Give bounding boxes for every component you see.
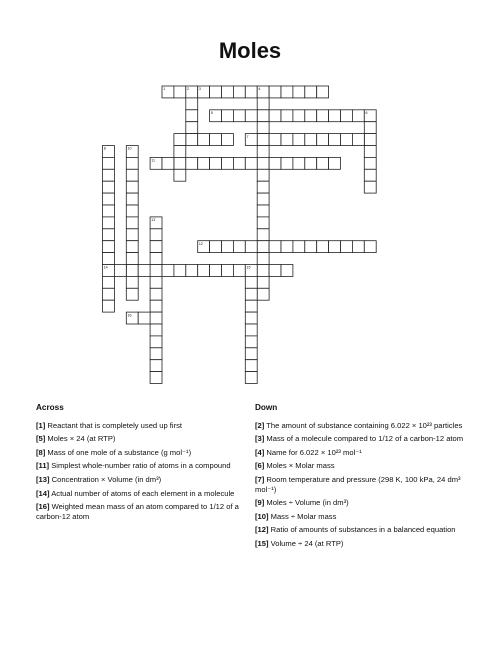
grid-cell[interactable] (210, 86, 222, 98)
grid-cell[interactable] (186, 265, 198, 277)
grid-cell[interactable] (162, 265, 174, 277)
grid-clue-number: 5 (210, 111, 213, 115)
clue-text: Weighted mean mass of an atom compared to 1/12 of a carbon-12 atom (36, 502, 239, 521)
grid-cell[interactable] (103, 193, 115, 205)
grid-cell[interactable] (198, 265, 210, 277)
down-clue (255, 448, 475, 458)
grid-cell[interactable] (174, 157, 186, 169)
grid-cell[interactable] (186, 110, 198, 122)
grid-cell[interactable] (174, 265, 186, 277)
grid-cell[interactable] (329, 157, 341, 169)
grid-cell[interactable] (186, 134, 198, 146)
grid-cell[interactable] (281, 110, 293, 122)
grid-cell[interactable] (269, 265, 281, 277)
grid-clue-number: 10 (127, 146, 132, 151)
grid-cell[interactable] (317, 86, 329, 98)
grid-cell[interactable] (126, 205, 138, 217)
across-clue (36, 434, 256, 444)
down-clue (255, 525, 475, 535)
clue-text: Mass ÷ Molar mass (268, 511, 337, 521)
clue-text: Moles ÷ Volume (in dm³) (264, 498, 349, 508)
grid-clue-number: 16 (127, 313, 132, 318)
grid-cell[interactable] (364, 146, 376, 158)
clue-number: [13] (36, 474, 50, 484)
grid-cell[interactable] (305, 241, 317, 253)
grid-cell[interactable] (126, 241, 138, 253)
grid-cell[interactable] (305, 157, 317, 169)
grid-cell[interactable] (257, 229, 269, 241)
grid-cell[interactable] (198, 157, 210, 169)
grid-clue-number: 14 (103, 265, 108, 270)
grid-cell[interactable] (364, 122, 376, 134)
down-clue (255, 539, 475, 549)
grid-cell[interactable] (126, 169, 138, 181)
grid-cell[interactable] (174, 86, 186, 98)
grid-cell[interactable] (257, 98, 269, 110)
grid-cell[interactable] (293, 157, 305, 169)
clue-number: [3] (255, 434, 265, 444)
grid-cell[interactable] (364, 134, 376, 146)
grid-cell[interactable] (233, 86, 245, 98)
grid-cell[interactable] (162, 157, 174, 169)
grid-cell[interactable] (103, 229, 115, 241)
clue-number: [10] (255, 511, 269, 521)
grid-cell[interactable] (245, 110, 257, 122)
clue-number: [4] (255, 447, 265, 457)
clue-number: [11] (36, 461, 50, 471)
grid-cell[interactable] (198, 134, 210, 146)
grid-cell[interactable] (269, 134, 281, 146)
grid-cell[interactable] (281, 241, 293, 253)
grid-cell[interactable] (150, 336, 162, 348)
grid-cell[interactable] (103, 169, 115, 181)
grid-cell[interactable] (352, 241, 364, 253)
grid-clue-number: 4 (258, 87, 261, 92)
grid-cell[interactable] (126, 253, 138, 265)
grid-cell[interactable] (150, 348, 162, 360)
grid-clue-number: 12 (198, 241, 203, 246)
grid-cell[interactable] (281, 157, 293, 169)
grid-cell[interactable] (138, 265, 150, 277)
grid-cell[interactable] (210, 265, 222, 277)
grid-cell[interactable] (281, 265, 293, 277)
grid-cell[interactable] (233, 241, 245, 253)
grid-cell[interactable] (317, 110, 329, 122)
grid-clue-number: 8 (103, 146, 106, 151)
grid-cell[interactable] (257, 110, 269, 122)
grid-cell[interactable] (150, 372, 162, 384)
grid-cell[interactable] (245, 312, 257, 324)
grid-cell[interactable] (293, 110, 305, 122)
grid-cell[interactable] (305, 86, 317, 98)
grid-cell[interactable] (245, 276, 257, 288)
grid-cell[interactable] (305, 110, 317, 122)
clue-number: [6] (255, 461, 265, 471)
across-clue (36, 461, 256, 471)
across-clue-list (36, 421, 256, 522)
grid-cell[interactable] (150, 265, 162, 277)
grid-cell[interactable] (257, 288, 269, 300)
grid-cell[interactable] (293, 241, 305, 253)
grid-cell[interactable] (210, 134, 222, 146)
grid-cell[interactable] (257, 253, 269, 265)
grid-cell[interactable] (174, 146, 186, 158)
grid-cell[interactable] (103, 276, 115, 288)
grid-cell[interactable] (245, 336, 257, 348)
grid-cell[interactable] (245, 86, 257, 98)
grid-cell[interactable] (352, 134, 364, 146)
down-clue (255, 461, 475, 471)
grid-cell[interactable] (114, 265, 126, 277)
clue-text: Reactant that is completely used up first (45, 420, 183, 430)
grid-clue-number: 1 (163, 87, 166, 92)
grid-cell[interactable] (245, 241, 257, 253)
grid-cell[interactable] (341, 110, 353, 122)
grid-cell[interactable] (257, 146, 269, 158)
across-clue (36, 475, 256, 485)
grid-cell[interactable] (174, 134, 186, 146)
grid-cell[interactable] (126, 157, 138, 169)
grid-cell[interactable] (222, 110, 234, 122)
grid-cell[interactable] (150, 229, 162, 241)
across-clues (36, 403, 256, 525)
grid-cell[interactable] (245, 157, 257, 169)
clue-number: [9] (255, 498, 265, 508)
grid-cell[interactable] (126, 193, 138, 205)
grid-cell[interactable] (257, 122, 269, 134)
grid-cell[interactable] (257, 181, 269, 193)
grid-cell[interactable] (233, 110, 245, 122)
clue-text: Moles × 24 (at RTP) (45, 434, 116, 444)
grid-cell[interactable] (103, 205, 115, 217)
grid-cell[interactable] (281, 86, 293, 98)
grid-cell[interactable] (126, 288, 138, 300)
down-clues (255, 403, 475, 553)
clue-text: Concentration × Volume (in dm³) (49, 474, 162, 484)
grid-cell[interactable] (269, 157, 281, 169)
down-clue (255, 421, 475, 431)
grid-cell[interactable] (352, 110, 364, 122)
grid-cell[interactable] (103, 253, 115, 265)
grid-cell[interactable] (257, 265, 269, 277)
grid-cell[interactable] (138, 312, 150, 324)
grid-cell[interactable] (126, 265, 138, 277)
grid-clue-number: 6 (365, 111, 368, 115)
grid-cell[interactable] (317, 157, 329, 169)
grid-cell[interactable] (103, 241, 115, 253)
grid-cell[interactable] (186, 98, 198, 110)
grid-cell[interactable] (222, 86, 234, 98)
grid-cell[interactable] (257, 276, 269, 288)
clue-number: [14] (36, 488, 50, 498)
grid-cell[interactable] (364, 157, 376, 169)
clue-text: Mass of a molecule compared to 1/12 of a carbon-12 atom (264, 434, 464, 444)
grid-clue-number: 13 (151, 218, 156, 223)
down-clue (255, 498, 475, 508)
grid-cell[interactable] (186, 122, 198, 134)
across-clue (36, 448, 256, 458)
grid-cell[interactable] (245, 288, 257, 300)
grid-clue-number: 15 (246, 265, 251, 270)
grid-cell[interactable] (317, 134, 329, 146)
grid-cell[interactable] (364, 169, 376, 181)
grid-cell[interactable] (257, 241, 269, 253)
grid-cell[interactable] (364, 241, 376, 253)
grid-cell[interactable] (103, 181, 115, 193)
clue-number: [5] (36, 434, 46, 444)
grid-cell[interactable] (364, 181, 376, 193)
puzzle-title: Moles (218, 38, 282, 63)
grid-cell[interactable] (222, 265, 234, 277)
grid-cell[interactable] (329, 134, 341, 146)
grid-cell[interactable] (222, 134, 234, 146)
grid-cell[interactable] (186, 157, 198, 169)
clue-number: [15] (255, 538, 269, 548)
across-clue (36, 489, 256, 499)
grid-cell[interactable] (257, 169, 269, 181)
grid-cell[interactable] (317, 241, 329, 253)
down-clue (255, 434, 475, 444)
grid-cell[interactable] (329, 110, 341, 122)
down-heading: Down (255, 403, 278, 412)
across-clue (36, 421, 256, 431)
clue-text: Room temperature and pressure (298 K, 100 kPa, 24 dm³ mol⁻¹) (255, 474, 461, 494)
grid-cell[interactable] (222, 241, 234, 253)
grid-cell[interactable] (150, 360, 162, 372)
clue-number: [16] (36, 502, 50, 512)
grid-cell[interactable] (245, 372, 257, 384)
grid-cell[interactable] (293, 86, 305, 98)
grid-cell[interactable] (210, 241, 222, 253)
grid-cell[interactable] (245, 348, 257, 360)
grid-cell[interactable] (103, 157, 115, 169)
grid-cell[interactable] (126, 217, 138, 229)
clue-number: [7] (255, 474, 265, 484)
grid-cell[interactable] (341, 134, 353, 146)
grid-cell[interactable] (233, 157, 245, 169)
grid-cell[interactable] (257, 217, 269, 229)
grid-cell[interactable] (210, 157, 222, 169)
grid-cell[interactable] (150, 312, 162, 324)
clue-number: [12] (255, 525, 269, 535)
grid-cell[interactable] (150, 241, 162, 253)
across-clue (36, 502, 256, 521)
grid-cell[interactable] (245, 360, 257, 372)
grid-cell[interactable] (269, 86, 281, 98)
grid-cell[interactable] (222, 157, 234, 169)
grid-clue-number: 11 (151, 158, 156, 163)
clue-text: Moles × Molar mass (264, 461, 335, 471)
grid-cell[interactable] (150, 300, 162, 312)
down-clue (255, 475, 475, 494)
grid-cell[interactable] (103, 288, 115, 300)
grid-cell[interactable] (126, 276, 138, 288)
grid-cell[interactable] (269, 110, 281, 122)
grid-cell[interactable] (269, 241, 281, 253)
clue-number: [2] (255, 420, 265, 430)
grid-cell[interactable] (150, 324, 162, 336)
grid-clue-number: 7 (246, 134, 249, 139)
grid-cell[interactable] (257, 134, 269, 146)
grid-cell[interactable] (103, 300, 115, 312)
grid-cell[interactable] (103, 217, 115, 229)
grid-cell[interactable] (257, 157, 269, 169)
grid-cell[interactable] (126, 229, 138, 241)
grid-cell[interactable] (126, 181, 138, 193)
grid-cell[interactable] (281, 134, 293, 146)
grid-cell[interactable] (150, 288, 162, 300)
down-clue (255, 512, 475, 522)
across-heading: Across (36, 403, 64, 412)
clue-text: Name for 6.022 × 10²³ mol⁻¹ (264, 447, 362, 457)
clue-text: Actual number of atoms of each element in a molecule (49, 488, 235, 498)
grid-cell[interactable] (245, 300, 257, 312)
clue-number: [1] (36, 420, 46, 430)
clue-text: Simplest whole-number ratio of atoms in a compound (49, 461, 231, 471)
grid-cell[interactable] (245, 324, 257, 336)
grid-cell[interactable] (150, 253, 162, 265)
grid-cell[interactable] (233, 265, 245, 277)
down-clue-list (255, 421, 475, 549)
clue-text: Ratio of amounts of substances in a balanced equation (268, 525, 456, 535)
grid-cell[interactable] (174, 169, 186, 181)
clue-number: [8] (36, 447, 46, 457)
grid-clue-number: 2 (187, 87, 189, 92)
grid-cell[interactable] (305, 134, 317, 146)
grid-cell[interactable] (257, 205, 269, 217)
grid-cell[interactable] (257, 193, 269, 205)
clue-text: Volume ÷ 24 (at RTP) (268, 538, 344, 548)
grid-cell[interactable] (341, 241, 353, 253)
clue-text: Mass of one mole of a substance (g mol⁻¹) (45, 447, 192, 457)
grid-cell[interactable] (329, 241, 341, 253)
grid-clue-number: 3 (198, 87, 201, 92)
grid-cell[interactable] (293, 134, 305, 146)
grid-cell[interactable] (150, 276, 162, 288)
clue-text: The amount of substance containing 6.022 × 10²³ particles (264, 420, 463, 430)
